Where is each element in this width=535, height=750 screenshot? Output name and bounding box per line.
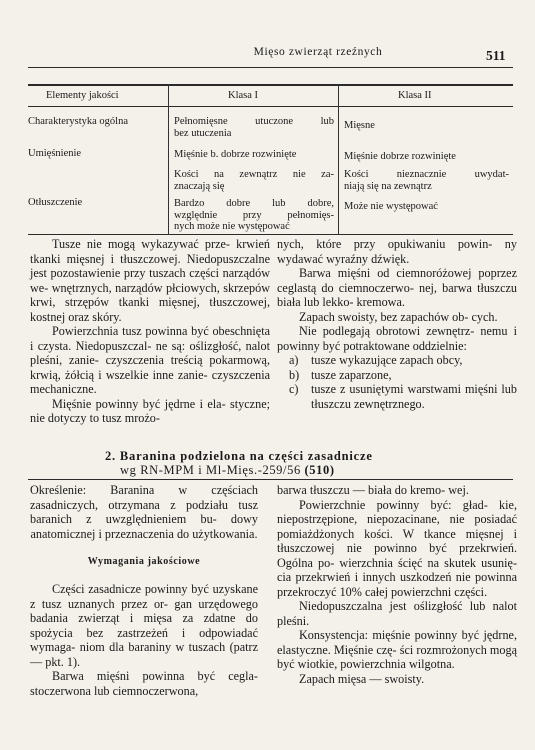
paragraph: Niedopuszczalna jest oślizgłość lub nalot pleśni.	[277, 599, 517, 628]
definition-paragraph: Określenie: Baranina w częściach zasadniczych, otrzymana z podziału tusz baranich z uwzględnieniem bu- dowy anatomicznej i przeznaczenia do użytkowania.	[30, 483, 258, 541]
paragraph: Zapach swoisty, bez zapachów ob- cych.	[299, 309, 498, 324]
paragraph-continuation: nych, które przy opukiwaniu powin- ny wydawać wyraźny dźwięk.	[277, 237, 517, 266]
norm-text: wg RN-MPM i Ml-Mięs.-259/56	[120, 463, 301, 477]
col-header-klasa-1: Klasa I	[228, 90, 259, 101]
cell-line: znaczają się	[174, 180, 225, 192]
cell-line: Pełnomięsne utuczone lub	[174, 116, 334, 127]
row-klasa2-umiesnienie: Mięśnie dobrze rozwinięte	[344, 151, 456, 162]
norm-reference: (510)	[304, 463, 335, 477]
list-text: tusze wykazujące zapach obcy,	[311, 353, 463, 367]
row-element-charakterystyka: Charakterystyka ogólna	[28, 116, 129, 127]
paragraph: Barwa mięśni od ciemnoróżowej poprzez ceglastą do ciemnoczerwo- nej, barwa tłuszczu biała lub lekko- kremowa.	[277, 266, 517, 309]
cell-line: Kości nieznacznie uwydat-	[344, 169, 509, 180]
list-text: tusze zaparzone,	[311, 367, 392, 382]
paragraph: Tusze nie mogą wykazywać prze- krwień tkanki mięsnej i tłuszczowej. Niedopuszczalne jest pozostawienie przy tuszach części narządów we- wnętrznych, narządów płciowych, skrzepów krwi, strzępów tkanki mięsnej, tłuszczowej, kostnej oraz skóry.	[30, 237, 270, 324]
row-klasa1-umiesnienie: Mięśnie b. dobrze rozwinięte	[174, 149, 297, 160]
cell-line: nych może nie występować	[174, 221, 290, 232]
cell-line: względnie przy pełnomięs-	[174, 209, 334, 221]
list-label: a)	[289, 353, 299, 367]
header-rule	[28, 67, 513, 68]
paragraph: Zapach mięsa — swoisty.	[299, 671, 425, 686]
body-bottom-right-column	[277, 483, 517, 686]
list-item	[277, 368, 517, 383]
table-bottom-rule	[28, 234, 513, 235]
row-klasa1-otluszczenie	[174, 198, 334, 233]
row-klasa2-charakterystyka: Mięsne	[344, 120, 375, 131]
table-top-rule	[28, 84, 513, 86]
paragraph: Nie podlegają obrotowi zewnętrz- nemu i powinny być potraktowane oddzielnie:	[277, 324, 517, 353]
row-klasa2-kosci	[344, 169, 509, 192]
section-norm	[120, 463, 420, 478]
paragraph: Powierzchnie powinny być: gład- kie, niepostrzępione, niepozacinane, nie posiadać pomiażdżonych kości. W tkance mięsnej i tłuszczowej nie powinno być przekrwień. Ogólna po- wierzchnia ścięć na skutek usunię- cia przekrwień i innych uszkodzeń nie powinna przekroczyć 10% całej powierzchni części.	[277, 497, 517, 599]
row-klasa2-otluszczenie: Może nie występować	[344, 201, 438, 212]
body-top-right-column	[277, 237, 517, 411]
col-header-elementy: Elementy jakości	[46, 90, 119, 101]
table-col-divider-1	[168, 84, 169, 234]
cell-line: Kości na zewnątrz nie za-	[174, 169, 334, 180]
table-header-rule	[28, 106, 513, 107]
col-header-klasa-2: Klasa II	[398, 90, 432, 101]
paragraph: Powierzchnia tusz powinna być obeschnięta i czysta. Niedopuszczal- ne są: oślizgłość, nalot pleśni, zanie- czyszczenia treścią pokarmową, krwią, żółcią i wszelkie inne zanie- czyszczenia mechaniczne.	[30, 324, 270, 396]
subheading: Wymagania jakościowe	[87, 556, 201, 567]
cell-line: Bardzo dobre lub dobre,	[174, 198, 334, 209]
table-col-divider-2	[338, 84, 339, 234]
row-element-otluszczenie: Otłuszczenie	[28, 197, 83, 208]
section-title: 2. Baranina podzielona na części zasadnicze	[105, 449, 373, 463]
list-item	[277, 353, 517, 368]
list-label: b)	[289, 367, 300, 382]
row-klasa1-charakterystyka	[174, 116, 334, 139]
list-item	[277, 382, 517, 411]
list-text: tusze z usuniętymi warstwami mięśni lub tłuszczu zewnętrznego.	[311, 382, 517, 411]
row-element-umiesnienie: Umięśnienie	[28, 148, 82, 159]
paragraph: Konsystencja: mięśnie powinny być jędrne, elastyczne. Mięśnie czę- ści rozmrożonych mogą być wiotkie, powierzchnia wilgotna.	[277, 628, 517, 671]
body-top-left-column	[30, 237, 270, 426]
paragraph-continuation: barwa tłuszczu — biała do kremo- wej.	[277, 483, 469, 497]
page-number: 511	[486, 48, 506, 63]
paragraph: Mięśnie powinny być jędrne i ela- styczne; nie dotyczy to tusz mrożo-	[30, 396, 270, 425]
paragraph: Części zasadnicze powinny być uzyskane z tusz uznanych przez or- gan urzędowego badania zwierząt i mięsa za zdatne do spożycia bez zastrzeżeń i odpowiadać wymaga- niom dla baraniny w tuszach (patrz — pkt. 1).	[30, 582, 258, 669]
running-title: Mięso zwierząt rzeźnych	[253, 46, 383, 58]
section-rule	[28, 479, 513, 480]
cell-line: bez utuczenia	[174, 127, 232, 139]
paragraph: Barwa mięśni powinna być cegla- stoczerwona lub ciemnoczerwona,	[30, 669, 258, 698]
body-bottom-left-column	[30, 582, 258, 698]
list-label: c)	[289, 382, 299, 396]
cell-line: niają się na zewnątrz	[344, 180, 432, 192]
row-klasa1-kosci	[174, 169, 334, 192]
